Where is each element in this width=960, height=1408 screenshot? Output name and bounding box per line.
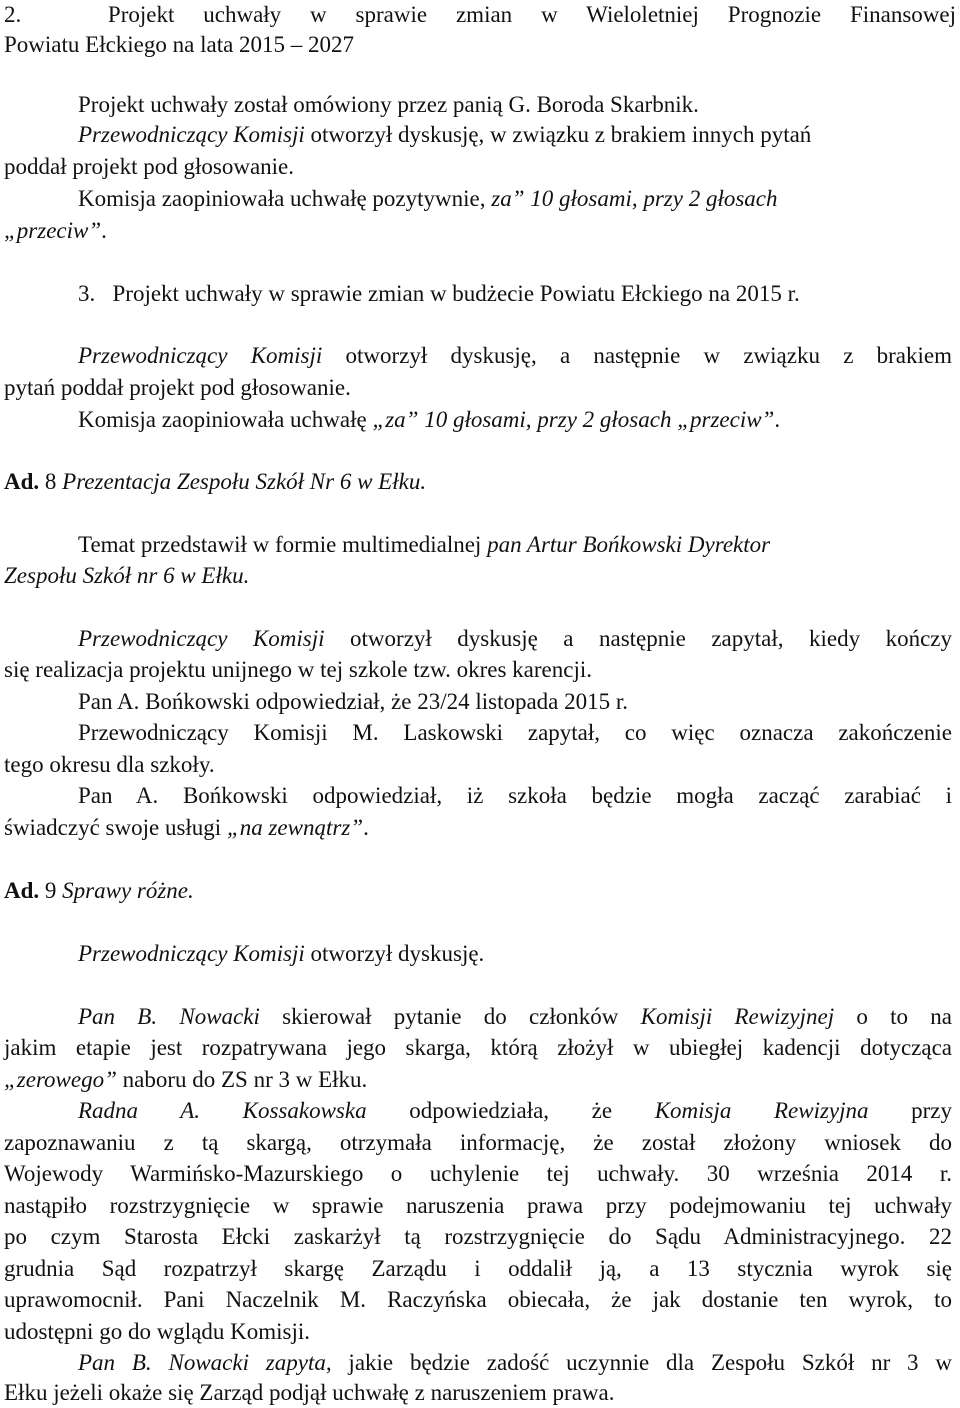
- item3-heading: [78, 279, 952, 309]
- item2-title-line1: Projekt uchwały w sprawie zmian w Wieloletniej Prognozie Finansowej: [107, 2, 956, 27]
- ad8-label: Ad.: [4, 469, 40, 494]
- item3-paragraph-2: Komisja zaopiniowała uchwałę „za” 10 głosami, przy 2 głosach „przeciw”.: [78, 407, 781, 432]
- ad9-title: Sprawy różne.: [62, 878, 194, 903]
- ad9-paragraph-2-line2: jakim etapie jest rozpatrywana jego skarga, którą złożył w ubiegłej kadencji dotycząca: [4, 1035, 952, 1060]
- ad9-paragraph-4-line2: Ełku jeżeli okaże się Zarząd podjął uchwałę z naruszeniem prawa.: [4, 1380, 615, 1405]
- ad8-title: Prezentacja Zespołu Szkół Nr 6 w Ełku.: [62, 469, 427, 494]
- item3-paragraph-1-line1: Przewodniczący Komisji otworzył dyskusję, a następnie w związku z brakiem: [78, 343, 953, 368]
- ad8-paragraph-5-line1: Pan A. Bońkowski odpowiedział, iż szkoła będzie mogła zacząć zarabiać i: [78, 783, 952, 808]
- item2-number: 2.: [4, 2, 22, 27]
- item2-paragraph-3-line2: „przeciw”.: [4, 218, 107, 243]
- ad8-paragraph-5-line2: świadczyć swoje usługi „na zewnątrz”.: [4, 815, 369, 840]
- ad8-paragraph-2-line1: Przewodniczący Komisji otworzył dyskusję a następnie zapytał, kiedy kończy: [78, 626, 952, 651]
- item2-paragraph-2-line2: poddał projekt pod głosowanie.: [4, 154, 295, 179]
- ad8-paragraph-2-line2: się realizacja projektu unijnego w tej szkole tzw. okres karencji.: [4, 657, 592, 682]
- chairman-label: Przewodniczący Komisji: [78, 122, 305, 147]
- ad9-label: Ad.: [4, 878, 40, 903]
- ad9-paragraph-3-line1: Radna A. Kossakowska odpowiedziała, że Komisja Rewizyjna przy: [78, 1098, 952, 1123]
- item2-paragraph-2-line1: Przewodniczący Komisji otworzył dyskusję, w związku z brakiem innych pytań: [78, 122, 812, 147]
- ad9-paragraph-4-line1: Pan B. Nowacki zapyta, jakie będzie zadość uczynnie dla Zespołu Szkół nr 3 w: [78, 1350, 952, 1375]
- ad9-paragraph-3-line7: uprawomocnił. Pani Naczelnik M. Raczyńska obiecała, że jak dostanie ten wyrok, to: [4, 1287, 952, 1312]
- ad8-paragraph-1-line2: Zespołu Szkół nr 6 w Ełku.: [4, 563, 250, 588]
- ad9-paragraph-3-line3: Wojewody Warmińsko-Mazurskiego o uchylenie tej uchwały. 30 września 2014 r.: [4, 1161, 952, 1186]
- ad9-heading: Ad. 9 Sprawy różne.: [4, 878, 194, 903]
- ad8-paragraph-1-line1: Temat przedstawił w formie multimedialnej pan Artur Bońkowski Dyrektor: [78, 532, 771, 557]
- ad9-paragraph-3-line8: udostępni go do wglądu Komisji.: [4, 1319, 311, 1344]
- item3-paragraph-1-line2: pytań poddał projekt pod głosowanie.: [4, 375, 351, 400]
- ad8-paragraph-4-line2: tego okresu dla szkoły.: [4, 752, 215, 777]
- item3-title: Projekt uchwały w sprawie zmian w budżecie Powiatu Ełckiego na 2015 r.: [112, 281, 800, 306]
- ad8-paragraph-4-line1: Przewodniczący Komisji M. Laskowski zapytał, co więc oznacza zakończenie: [78, 720, 952, 745]
- ad9-paragraph-3-line2: zapoznawaniu z tą skargą, otrzymała informację, że został złożony wniosek do: [4, 1130, 952, 1155]
- ad9-paragraph-3-line5: po czym Starosta Ełcki zaskarżył tą rozstrzygnięcie do Sądu Administracyjnego. 22: [4, 1224, 952, 1249]
- item2-paragraph-3-line1: Komisja zaopiniowała uchwałę pozytywnie, za” 10 głosami, przy 2 głosach: [78, 186, 778, 211]
- ad9-paragraph-2-line1: Pan B. Nowacki skierował pytanie do członków Komisji Rewizyjnej o to na: [78, 1004, 952, 1029]
- ad9-paragraph-2-line3: „zerowego” naboru do ZS nr 3 w Ełku.: [4, 1067, 368, 1092]
- ad9-paragraph-1: Przewodniczący Komisji otworzył dyskusję.: [78, 941, 485, 966]
- item2-heading-line2: Powiatu Ełckiego na lata 2015 – 2027: [4, 32, 355, 57]
- ad8-heading: Ad. 8 Prezentacja Zespołu Szkół Nr 6 w Ełku.: [4, 469, 427, 494]
- item3-number: 3.: [78, 281, 96, 306]
- ad8-paragraph-3: Pan A. Bońkowski odpowiedział, że 23/24 listopada 2015 r.: [78, 689, 629, 714]
- item2-heading-line1: [4, 0, 956, 30]
- item2-paragraph-1: Projekt uchwały został omówiony przez panią G. Boroda Skarbnik.: [78, 92, 699, 117]
- ad9-paragraph-3-line6: grudnia Sąd rozpatrzył skargę Zarządu i oddalił ją, a 13 stycznia wyrok się: [4, 1256, 952, 1281]
- ad9-paragraph-3-line4: nastąpiło rozstrzygnięcie w sprawie naruszenia prawa przy podejmowaniu tej uchwały: [4, 1193, 952, 1218]
